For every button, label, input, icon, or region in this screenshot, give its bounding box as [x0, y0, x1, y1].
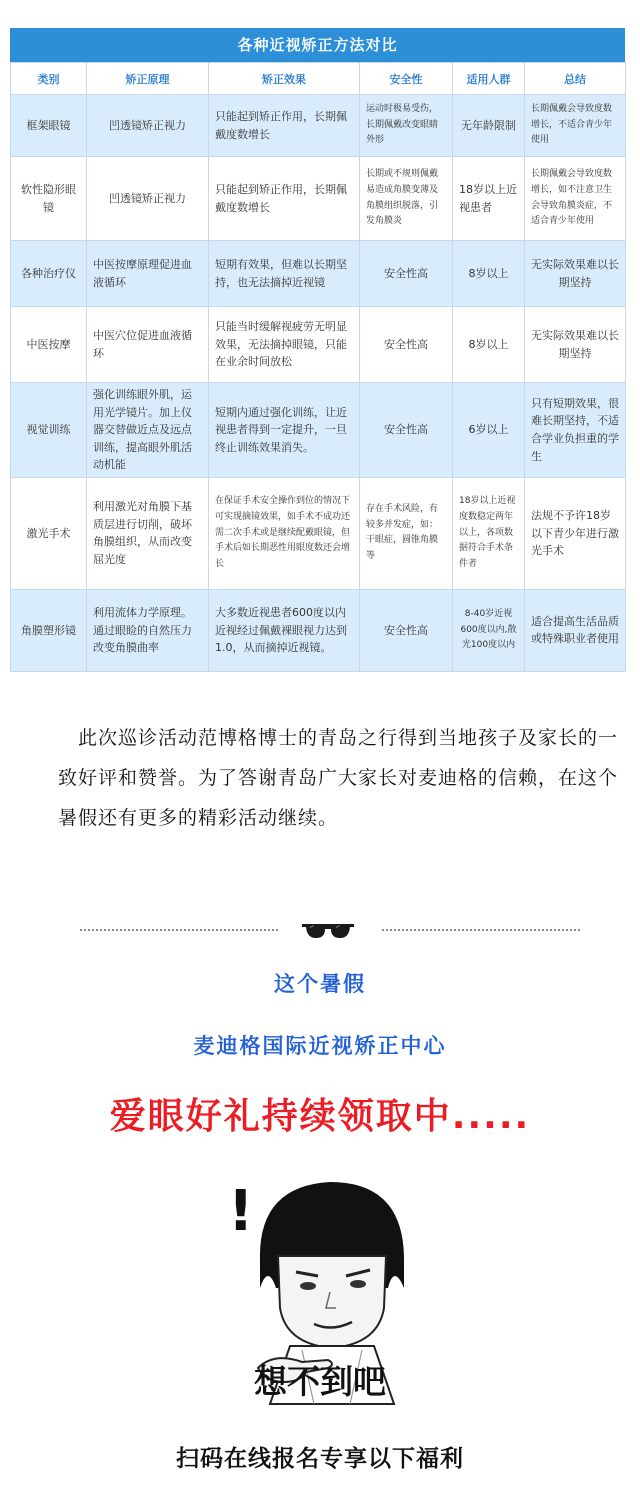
row-principle: 凹透镜矫正视力	[87, 157, 209, 241]
row-group: 18岁以上近视度数稳定两年以上，各项数据符合手术条件者	[453, 477, 525, 589]
table-row	[11, 241, 626, 307]
row-safety: 安全性高	[360, 589, 453, 671]
header-principle: 矫正原理	[87, 63, 209, 95]
table-row	[11, 589, 626, 671]
row-group: 6岁以上	[453, 383, 525, 478]
dotted-line-right	[382, 929, 580, 931]
row-group: 8岁以上	[453, 241, 525, 307]
row-category: 激光手术	[11, 477, 87, 589]
row-safety: 存在手术风险，有较多并发症，如：干眼症，圆锥角膜等	[360, 477, 453, 589]
row-safety: 长期或不规则佩戴易造成角膜变薄及角膜组织脱落，引发角膜炎	[360, 157, 453, 241]
table-row	[11, 477, 626, 589]
row-category: 视觉训练	[11, 383, 87, 478]
row-category: 软性隐形眼镜	[11, 157, 87, 241]
row-effect: 短期有效果，但难以长期坚持，也无法摘掉近视镜	[209, 241, 360, 307]
row-effect: 只能起到矫正作用，长期佩戴度数增长	[209, 157, 360, 241]
promo-center-name: 麦迪格国际近视矫正中心	[193, 1034, 447, 1058]
event-paragraph	[58, 718, 618, 838]
comparison-table	[10, 62, 626, 672]
row-summary: 长期佩戴会导致度数增长，如不注意卫生会导致角膜炎症，不适合青少年使用	[525, 157, 626, 241]
row-safety: 运动时极易受伤，长期佩戴改变眼睛外形	[360, 95, 453, 157]
row-group: 8岁以上	[453, 307, 525, 383]
scan-signup-heading: 扫码在线报名专享以下福利	[176, 1446, 464, 1472]
row-summary: 适合提高生活品质或特殊职业者使用	[525, 589, 626, 671]
row-principle: 强化训练眼外肌，运用光学镜片。加上仪器交替做近点及远点训练，提高眼外肌活动机能	[87, 383, 209, 478]
promo-gift-headline: 爱眼好礼持续领取中.....	[109, 1096, 531, 1137]
row-principle: 凹透镜矫正视力	[87, 95, 209, 157]
row-group: 8-40岁近视600度以内,散光100度以内	[453, 589, 525, 671]
table-header-row	[11, 63, 626, 95]
event-paragraph-text: 此次巡诊活动范博格博士的青岛之行得到当地孩子及家长的一致好评和赞誉。为了答谢青岛广大家长对麦迪格的信赖，在这个暑假还有更多的精彩活动继续。	[58, 727, 619, 829]
row-safety: 安全性高	[360, 383, 453, 478]
row-category: 中医按摩	[11, 307, 87, 383]
table-title: 各种近视矫正方法对比	[10, 28, 625, 62]
table-row	[11, 383, 626, 478]
header-safety: 安全性	[360, 63, 453, 95]
row-category: 角膜塑形镜	[11, 589, 87, 671]
row-effect: 在保证手术安全操作到位的情况下可实现摘镜效果，如手术不成功还需二次手术或是继续配戴眼镜，但手术后如长期恶性用眼度数还会增长	[209, 477, 360, 589]
promo-summer-heading: 这个暑假	[274, 972, 366, 996]
row-safety: 安全性高	[360, 307, 453, 383]
row-group: 18岁以上近视患者	[453, 157, 525, 241]
row-summary: 只有短期效果，很难长期坚持，不适合学业负担重的学生	[525, 383, 626, 478]
table-row	[11, 307, 626, 383]
section-divider	[0, 918, 640, 942]
dotted-line-left	[80, 929, 278, 931]
row-category: 框架眼镜	[11, 95, 87, 157]
table-row	[11, 157, 626, 241]
row-effect: 大多数近视患者600度以内近视经过佩戴裸眼视力达到1.0，从而摘掉近视镜。	[209, 589, 360, 671]
row-category: 各种治疗仪	[11, 241, 87, 307]
row-principle: 利用流体力学原理。通过眼睑的自然压力改变角膜曲率	[87, 589, 209, 671]
row-safety: 安全性高	[360, 241, 453, 307]
row-principle: 中医穴位促进血液循环	[87, 307, 209, 383]
meme-caption: 想不到吧	[254, 1362, 386, 1401]
comparison-table-section	[10, 28, 625, 672]
row-principle: 利用激光对角膜下基质层进行切削，破坏角膜组织，从而改变屈光度	[87, 477, 209, 589]
row-effect: 只能起到矫正作用，长期佩戴度数增长	[209, 95, 360, 157]
row-group: 无年龄限制	[453, 95, 525, 157]
header-category: 类别	[11, 63, 87, 95]
row-summary: 法规不予许18岁以下青少年进行激光手术	[525, 477, 626, 589]
header-group: 适用人群	[453, 63, 525, 95]
table-row	[11, 95, 626, 157]
row-summary: 无实际效果难以长期坚持	[525, 241, 626, 307]
sunglasses-icon	[300, 918, 356, 942]
row-effect: 短期内通过强化训练，让近视患者得到一定提升，一旦终止训练效果消失。	[209, 383, 360, 478]
row-summary: 无实际效果难以长期坚持	[525, 307, 626, 383]
header-effect: 矫正效果	[209, 63, 360, 95]
row-summary: 长期佩戴会导致度数增长，不适合青少年使用	[525, 95, 626, 157]
row-principle: 中医按摩原理促进血液循环	[87, 241, 209, 307]
header-summary: 总结	[525, 63, 626, 95]
row-effect: 只能当时缓解视疲劳无明显效果，无法摘掉眼镜，只能在业余时间放松	[209, 307, 360, 383]
exclaim-mark: !	[228, 1179, 254, 1244]
